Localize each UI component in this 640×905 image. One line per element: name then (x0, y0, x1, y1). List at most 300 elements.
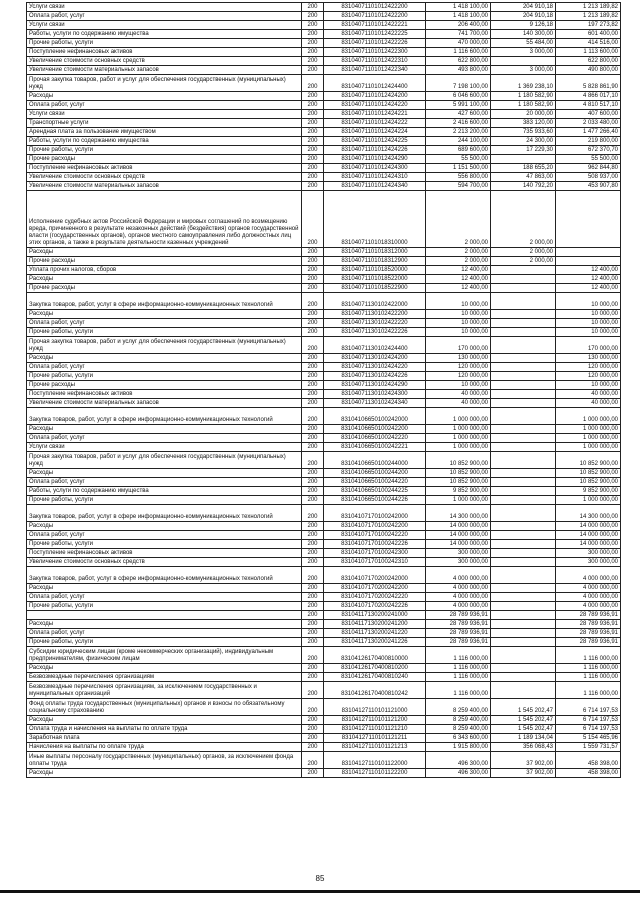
row-code-cell: 200 (302, 39, 324, 48)
budget-execution-table (26, 2, 621, 778)
table-row (27, 743, 621, 752)
row-approved-cell: 470 000,00 (426, 39, 491, 48)
row-executed-cell: 188 655,20 (491, 164, 556, 173)
row-name-cell: Прочие расходы (27, 155, 302, 164)
row-executed-cell (491, 469, 556, 478)
table-row (27, 92, 621, 101)
row-approved-cell: 2 000,00 (426, 257, 491, 266)
row-kbk-cell: 83104107170100242000 (324, 505, 426, 522)
row-name-cell: Прочие работы, услуги (27, 540, 302, 549)
row-name-cell: Услуги связи (27, 3, 302, 12)
row-code-cell: 200 (302, 191, 324, 248)
row-kbk-cell: 83104071101012424226 (324, 146, 426, 155)
row-approved-cell: 594 700,00 (426, 182, 491, 191)
row-executed-cell (491, 682, 556, 699)
row-name-cell: Увеличение стоимости материальных запасов (27, 66, 302, 75)
row-code-cell: 200 (302, 469, 324, 478)
row-executed-cell: 17 229,30 (491, 146, 556, 155)
row-approved-cell: 1 000 000,00 (426, 496, 491, 505)
row-executed-cell (491, 540, 556, 549)
row-kbk-cell: 83104107170100242300 (324, 549, 426, 558)
row-code-cell: 200 (302, 716, 324, 725)
row-kbk-cell: 83104106650100242221 (324, 443, 426, 452)
row-code-cell: 200 (302, 638, 324, 647)
row-executed-cell (491, 310, 556, 319)
row-approved-cell: 244 100,00 (426, 137, 491, 146)
row-code-cell: 200 (302, 173, 324, 182)
row-code-cell: 200 (302, 452, 324, 469)
table-row (27, 487, 621, 496)
row-code-cell: 200 (302, 540, 324, 549)
row-executed-cell: 1 369 238,10 (491, 75, 556, 92)
row-kbk-cell: 83104127110101121000 (324, 699, 426, 716)
row-executed-cell (491, 337, 556, 354)
row-code-cell: 200 (302, 92, 324, 101)
row-approved-cell: 427 600,00 (426, 110, 491, 119)
row-executed-cell (491, 155, 556, 164)
row-code-cell: 200 (302, 137, 324, 146)
row-remaining-cell: 1 116 000,00 (556, 682, 621, 699)
row-approved-cell: 40 000,00 (426, 390, 491, 399)
row-remaining-cell: 962 844,80 (556, 164, 621, 173)
row-kbk-cell: 83104071130102424400 (324, 337, 426, 354)
row-code-cell: 200 (302, 363, 324, 372)
table-row (27, 66, 621, 75)
row-code-cell: 200 (302, 257, 324, 266)
table-row (27, 540, 621, 549)
row-executed-cell (491, 57, 556, 66)
row-name-cell: Прочие работы, услуги (27, 372, 302, 381)
row-remaining-cell: 9 852 900,00 (556, 487, 621, 496)
table-row (27, 173, 621, 182)
row-kbk-cell: 83104107170200242200 (324, 584, 426, 593)
row-executed-cell (491, 602, 556, 611)
row-name-cell: Работы, услуги по содержанию имущества (27, 487, 302, 496)
table-row (27, 602, 621, 611)
row-kbk-cell: 83104107170200242000 (324, 567, 426, 584)
row-executed-cell: 2 000,00 (491, 248, 556, 257)
row-name-cell: Оплата работ, услуг (27, 319, 302, 328)
row-approved-cell: 8 259 400,00 (426, 725, 491, 734)
row-remaining-cell: 453 907,80 (556, 182, 621, 191)
row-kbk-cell: 83104071130102424226 (324, 372, 426, 381)
row-name-cell: Начисления на выплаты по оплате труда (27, 743, 302, 752)
row-code-cell: 200 (302, 602, 324, 611)
row-remaining-cell: 28 789 936,91 (556, 620, 621, 629)
row-kbk-cell: 83104071130102422220 (324, 319, 426, 328)
row-executed-cell: 1 545 202,47 (491, 699, 556, 716)
row-code-cell: 200 (302, 110, 324, 119)
table-row (27, 293, 621, 310)
row-executed-cell: 1 180 582,90 (491, 92, 556, 101)
row-name-cell: Расходы (27, 310, 302, 319)
row-remaining-cell: 458 398,00 (556, 769, 621, 778)
row-name-cell: Расходы (27, 275, 302, 284)
table-row (27, 593, 621, 602)
row-approved-cell: 28 789 936,91 (426, 629, 491, 638)
row-kbk-cell: 83104071101012424200 (324, 92, 426, 101)
row-code-cell: 200 (302, 319, 324, 328)
row-remaining-cell: 1 116 000,00 (556, 664, 621, 673)
row-executed-cell (491, 381, 556, 390)
row-name-cell: Расходы (27, 620, 302, 629)
row-executed-cell: 3 000,00 (491, 66, 556, 75)
table-row (27, 155, 621, 164)
row-name-cell: Увеличение стоимости основных средств (27, 173, 302, 182)
row-approved-cell: 206 400,00 (426, 21, 491, 30)
row-code-cell: 200 (302, 48, 324, 57)
row-name-cell: Расходы (27, 522, 302, 531)
table-row (27, 682, 621, 699)
row-name-cell: Прочие работы, услуги (27, 328, 302, 337)
row-approved-cell: 1 000 000,00 (426, 434, 491, 443)
row-code-cell: 200 (302, 682, 324, 699)
row-code-cell: 200 (302, 101, 324, 110)
row-kbk-cell: 83104071101012422200 (324, 3, 426, 12)
row-approved-cell: 2 000,00 (426, 248, 491, 257)
row-approved-cell: 622 800,00 (426, 57, 491, 66)
row-executed-cell (491, 372, 556, 381)
row-remaining-cell: 6 714 197,53 (556, 725, 621, 734)
row-remaining-cell: 12 400,00 (556, 284, 621, 293)
row-remaining-cell: 219 800,00 (556, 137, 621, 146)
row-executed-cell (491, 611, 556, 620)
row-kbk-cell: 83104071101012424222 (324, 119, 426, 128)
row-kbk-cell: 83104127110101121213 (324, 743, 426, 752)
row-kbk-cell: 83104127110101122200 (324, 769, 426, 778)
table-row (27, 549, 621, 558)
table-row (27, 284, 621, 293)
row-approved-cell: 4 000 000,00 (426, 584, 491, 593)
row-approved-cell: 14 000 000,00 (426, 531, 491, 540)
row-kbk-cell: 83104117130200241200 (324, 620, 426, 629)
row-executed-cell (491, 629, 556, 638)
table-row (27, 699, 621, 716)
table-row (27, 372, 621, 381)
row-name-cell: Оплата работ, услуг (27, 531, 302, 540)
row-name-cell: Прочие работы, услуги (27, 39, 302, 48)
row-name-cell: Прочая закупка товаров, работ и услуг для обеспечения государственных (муниципальных) нужд (27, 337, 302, 354)
row-remaining-cell: 5 828 861,90 (556, 75, 621, 92)
row-approved-cell: 1 116 600,00 (426, 48, 491, 57)
row-remaining-cell: 622 800,00 (556, 57, 621, 66)
row-kbk-cell: 83104106650100244220 (324, 478, 426, 487)
row-name-cell: Закупка товаров, работ, услуг в сфере информационно-коммуникационных технологий (27, 505, 302, 522)
row-kbk-cell: 83104071101018520000 (324, 266, 426, 275)
table-row (27, 164, 621, 173)
row-code-cell: 200 (302, 182, 324, 191)
row-kbk-cell: 83104107170100242220 (324, 531, 426, 540)
row-kbk-cell: 83104106650100242220 (324, 434, 426, 443)
table-row (27, 12, 621, 21)
table-row (27, 638, 621, 647)
row-code-cell: 200 (302, 531, 324, 540)
row-approved-cell: 28 789 936,91 (426, 638, 491, 647)
row-kbk-cell: 83104107170200242226 (324, 602, 426, 611)
row-kbk-cell: 83104127110101121200 (324, 716, 426, 725)
row-kbk-cell: 83104071101012424224 (324, 128, 426, 137)
row-executed-cell (491, 620, 556, 629)
table-row (27, 769, 621, 778)
row-kbk-cell: 83104127110101121210 (324, 725, 426, 734)
row-executed-cell: 2 000,00 (491, 257, 556, 266)
table-row (27, 629, 621, 638)
row-name-cell: Оплата работ, услуг (27, 434, 302, 443)
row-code-cell: 200 (302, 328, 324, 337)
row-executed-cell: 2 000,00 (491, 191, 556, 248)
row-executed-cell (491, 408, 556, 425)
row-approved-cell: 689 600,00 (426, 146, 491, 155)
row-approved-cell: 130 000,00 (426, 354, 491, 363)
row-executed-cell (491, 558, 556, 567)
row-name-cell: Прочие расходы (27, 284, 302, 293)
row-kbk-cell: 83104071101012424225 (324, 137, 426, 146)
row-remaining-cell: 1 000 000,00 (556, 408, 621, 425)
table-row (27, 182, 621, 191)
row-remaining-cell: 120 000,00 (556, 363, 621, 372)
row-remaining-cell: 10 000,00 (556, 319, 621, 328)
table-row (27, 75, 621, 92)
table-row (27, 725, 621, 734)
row-approved-cell: 14 000 000,00 (426, 540, 491, 549)
row-executed-cell: 9 126,18 (491, 21, 556, 30)
table-row (27, 664, 621, 673)
table-row (27, 734, 621, 743)
row-code-cell: 200 (302, 310, 324, 319)
table-row (27, 434, 621, 443)
table-row (27, 522, 621, 531)
table-row (27, 21, 621, 30)
row-executed-cell (491, 673, 556, 682)
row-kbk-cell: 83104106650100244226 (324, 496, 426, 505)
row-executed-cell: 140 792,20 (491, 182, 556, 191)
table-row (27, 328, 621, 337)
row-name-cell: Расходы (27, 469, 302, 478)
row-executed-cell (491, 664, 556, 673)
table-row (27, 716, 621, 725)
row-remaining-cell: 672 370,70 (556, 146, 621, 155)
row-name-cell: Прочая закупка товаров, работ и услуг для обеспечения государственных (муниципальных) нужд (27, 75, 302, 92)
row-executed-cell (491, 478, 556, 487)
table-row (27, 408, 621, 425)
row-executed-cell: 37 902,00 (491, 752, 556, 769)
row-name-cell: Расходы (27, 584, 302, 593)
row-approved-cell: 10 000,00 (426, 381, 491, 390)
table-row (27, 531, 621, 540)
row-remaining-cell: 14 000 000,00 (556, 531, 621, 540)
row-remaining-cell: 10 000,00 (556, 310, 621, 319)
row-remaining-cell: 120 000,00 (556, 372, 621, 381)
table-row (27, 39, 621, 48)
table-row (27, 469, 621, 478)
row-kbk-cell: 83104107170100242310 (324, 558, 426, 567)
row-name-cell: Прочие работы, услуги (27, 496, 302, 505)
row-remaining-cell: 14 000 000,00 (556, 540, 621, 549)
row-executed-cell (491, 390, 556, 399)
row-executed-cell (491, 443, 556, 452)
row-remaining-cell: 130 000,00 (556, 354, 621, 363)
row-executed-cell (491, 531, 556, 540)
row-remaining-cell: 6 714 197,53 (556, 716, 621, 725)
row-approved-cell: 496 300,00 (426, 752, 491, 769)
row-executed-cell (491, 522, 556, 531)
table-row (27, 319, 621, 328)
row-executed-cell: 383 120,00 (491, 119, 556, 128)
row-code-cell: 200 (302, 593, 324, 602)
row-remaining-cell: 1 000 000,00 (556, 443, 621, 452)
row-name-cell: Безвозмездные перечисления организациям, за исключением государственных и муниципальных организаций (27, 682, 302, 699)
row-code-cell: 200 (302, 647, 324, 664)
row-remaining-cell: 407 600,00 (556, 110, 621, 119)
row-name-cell: Фонд оплаты труда государственных (муниципальных) органов и взносы по обязательному социальному страхованию (27, 699, 302, 716)
row-remaining-cell: 1 000 000,00 (556, 434, 621, 443)
row-approved-cell: 2 000,00 (426, 191, 491, 248)
row-name-cell: Исполнение судебных актов Российской Федерации и мировых соглашений по возмещению вреда, причиненного в результате незаконных действий (бездействия) органов государственной власти (государственных органов), органов местного самоуправления либо должностных лиц этих органов, а также в результате деятельности казенных учреждений (27, 191, 302, 248)
row-approved-cell: 4 000 000,00 (426, 602, 491, 611)
row-code-cell: 200 (302, 164, 324, 173)
row-name-cell: Прочая закупка товаров, работ и услуг для обеспечения государственных (муниципальных) нужд (27, 452, 302, 469)
table-row (27, 275, 621, 284)
table-row (27, 110, 621, 119)
row-remaining-cell: 12 400,00 (556, 275, 621, 284)
row-name-cell: Расходы (27, 716, 302, 725)
row-code-cell: 200 (302, 21, 324, 30)
row-name-cell: Расходы (27, 354, 302, 363)
row-remaining-cell: 414 516,00 (556, 39, 621, 48)
row-name-cell: Транспортные услуги (27, 119, 302, 128)
row-approved-cell: 40 000,00 (426, 399, 491, 408)
row-approved-cell: 2 213 200,00 (426, 128, 491, 137)
row-remaining-cell: 1 116 000,00 (556, 647, 621, 664)
row-approved-cell: 1 151 500,00 (426, 164, 491, 173)
row-approved-cell: 496 300,00 (426, 769, 491, 778)
row-code-cell: 200 (302, 620, 324, 629)
row-executed-cell (491, 319, 556, 328)
row-remaining-cell: 28 789 936,91 (556, 629, 621, 638)
row-name-cell: Увеличение стоимости основных средств (27, 558, 302, 567)
row-remaining-cell: 12 400,00 (556, 266, 621, 275)
row-kbk-cell: 83104071130102422000 (324, 293, 426, 310)
row-executed-cell (491, 647, 556, 664)
row-remaining-cell: 10 000,00 (556, 328, 621, 337)
table-row (27, 266, 621, 275)
row-approved-cell: 10 852 900,00 (426, 452, 491, 469)
row-kbk-cell: 83104071101018312000 (324, 248, 426, 257)
row-approved-cell: 55 500,00 (426, 155, 491, 164)
row-remaining-cell: 601 400,00 (556, 30, 621, 39)
row-approved-cell: 6 046 600,00 (426, 92, 491, 101)
row-name-cell: Прочие работы, услуги (27, 638, 302, 647)
row-approved-cell: 1 116 000,00 (426, 664, 491, 673)
row-remaining-cell: 170 000,00 (556, 337, 621, 354)
row-code-cell: 200 (302, 3, 324, 12)
row-remaining-cell: 10 852 900,00 (556, 478, 621, 487)
row-executed-cell (491, 434, 556, 443)
row-code-cell: 200 (302, 128, 324, 137)
row-approved-cell: 1 418 100,00 (426, 3, 491, 12)
row-name-cell: Увеличение стоимости основных средств (27, 57, 302, 66)
table-row (27, 673, 621, 682)
row-name-cell: Закупка товаров, работ, услуг в сфере информационно-коммуникационных технологий (27, 567, 302, 584)
row-code-cell: 200 (302, 408, 324, 425)
row-executed-cell (491, 487, 556, 496)
row-executed-cell: 1 545 202,47 (491, 716, 556, 725)
row-kbk-cell: 83104071101012422200 (324, 12, 426, 21)
row-name-cell: Расходы (27, 425, 302, 434)
row-code-cell: 200 (302, 611, 324, 620)
row-code-cell: 200 (302, 505, 324, 522)
row-code-cell: 200 (302, 567, 324, 584)
row-approved-cell: 1 915 800,00 (426, 743, 491, 752)
row-name-cell: Оплата работ, услуг (27, 593, 302, 602)
row-approved-cell: 1 116 000,00 (426, 682, 491, 699)
row-approved-cell: 1 000 000,00 (426, 408, 491, 425)
table-row (27, 584, 621, 593)
row-approved-cell: 10 000,00 (426, 328, 491, 337)
row-name-cell: Безвозмездные перечисления организациям (27, 673, 302, 682)
row-name-cell: Услуги связи (27, 21, 302, 30)
row-code-cell: 200 (302, 248, 324, 257)
row-approved-cell: 4 000 000,00 (426, 567, 491, 584)
row-kbk-cell: 83104071101018312900 (324, 257, 426, 266)
row-remaining-cell: 40 000,00 (556, 390, 621, 399)
row-kbk-cell: 83104117130200241220 (324, 629, 426, 638)
row-approved-cell: 741 700,00 (426, 30, 491, 39)
row-remaining-cell: 10 000,00 (556, 293, 621, 310)
row-kbk-cell: 83104071101012422225 (324, 30, 426, 39)
table-row (27, 558, 621, 567)
row-code-cell: 200 (302, 734, 324, 743)
row-remaining-cell: 10 000,00 (556, 381, 621, 390)
row-name-cell: Субсидии юридическим лицам (кроме некоммерческих организаций), индивидуальным предпринимателям, физическим лицам (27, 647, 302, 664)
row-approved-cell: 1 000 000,00 (426, 425, 491, 434)
row-code-cell: 200 (302, 75, 324, 92)
table-row (27, 3, 621, 12)
row-kbk-cell: 83104071101018522900 (324, 284, 426, 293)
row-kbk-cell: 83104071101018310000 (324, 191, 426, 248)
row-name-cell (27, 611, 302, 620)
row-kbk-cell: 83104071101018522000 (324, 275, 426, 284)
row-name-cell: Прочие расходы (27, 381, 302, 390)
row-remaining-cell: 1 213 189,82 (556, 12, 621, 21)
row-code-cell: 200 (302, 381, 324, 390)
row-name-cell: Работы, услуги по содержанию имущества (27, 30, 302, 39)
row-kbk-cell: 83104071130102424200 (324, 354, 426, 363)
row-remaining-cell: 10 852 900,00 (556, 452, 621, 469)
table-row (27, 248, 621, 257)
row-code-cell: 200 (302, 275, 324, 284)
row-approved-cell: 12 400,00 (426, 266, 491, 275)
row-executed-cell: 24 300,00 (491, 137, 556, 146)
row-approved-cell: 300 000,00 (426, 558, 491, 567)
row-executed-cell: 1 189 134,04 (491, 734, 556, 743)
row-kbk-cell: 83104106650100242200 (324, 425, 426, 434)
row-approved-cell: 14 300 000,00 (426, 505, 491, 522)
row-name-cell: Закупка товаров, работ, услуг в сфере информационно-коммуникационных технологий (27, 293, 302, 310)
table-row (27, 381, 621, 390)
row-remaining-cell: 4 000 000,00 (556, 567, 621, 584)
row-name-cell: Поступление нефинансовых активов (27, 164, 302, 173)
row-name-cell: Прочие расходы (27, 257, 302, 266)
row-remaining-cell: 458 398,00 (556, 752, 621, 769)
row-approved-cell: 12 400,00 (426, 275, 491, 284)
row-executed-cell: 47 863,00 (491, 173, 556, 182)
row-remaining-cell: 4 000 000,00 (556, 593, 621, 602)
row-code-cell: 200 (302, 425, 324, 434)
row-executed-cell (491, 496, 556, 505)
row-code-cell: 200 (302, 522, 324, 531)
table-row (27, 620, 621, 629)
